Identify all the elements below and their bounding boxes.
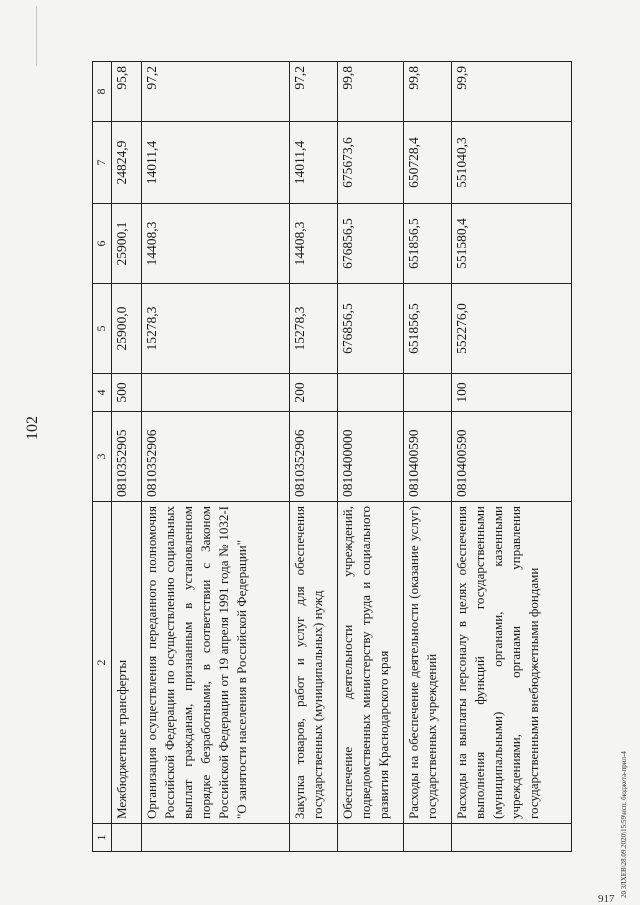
approved-amount: 676856,5 <box>338 284 404 374</box>
budget-table-rotated <box>92 62 612 852</box>
revised-amount: 676856,5 <box>338 204 404 284</box>
executed-amount: 14011,4 <box>142 122 290 204</box>
table-row <box>112 62 142 852</box>
revised-amount: 25900,1 <box>112 204 142 284</box>
column-number: 1 <box>93 824 112 852</box>
executed-amount: 14011,4 <box>290 122 338 204</box>
revised-amount: 651856,5 <box>404 204 452 284</box>
target-article-code: 0810352905 <box>112 412 142 502</box>
column-number: 6 <box>93 204 112 284</box>
execution-percent: 97,2 <box>290 62 338 122</box>
approved-amount: 15278,3 <box>142 284 290 374</box>
column-number: 8 <box>93 62 112 122</box>
column-number-row <box>93 62 112 852</box>
expense-name: Закупка товаров, работ и услуг для обеспечения государственных (муниципальных) нужд <box>290 502 338 824</box>
table-row <box>142 62 290 852</box>
expense-name: Обеспечение деятельности учреждений, подведомственных министерству труда и социального развития Краснодарского края <box>338 502 404 824</box>
table-row <box>404 62 452 852</box>
target-article-code: 0810352906 <box>290 412 338 502</box>
revised-amount: 551580,4 <box>452 204 572 284</box>
target-article-code: 0810400590 <box>452 412 572 502</box>
column-number: 7 <box>93 122 112 204</box>
empty-cell <box>112 824 142 852</box>
execution-percent: 99,8 <box>338 62 404 122</box>
corner-page-number: 917 <box>598 893 615 905</box>
executed-amount: 24824,9 <box>112 122 142 204</box>
expense-type-code <box>404 374 452 412</box>
executed-amount: 650728,4 <box>404 122 452 204</box>
column-number: 2 <box>93 502 112 824</box>
table-row <box>452 62 572 852</box>
expense-type-code: 500 <box>112 374 142 412</box>
budget-table <box>92 61 572 852</box>
expense-name: Расходы на обеспечение деятельности (оказание услуг) государственных учреждений <box>404 502 452 824</box>
revised-amount: 14408,3 <box>290 204 338 284</box>
approved-amount: 15278,3 <box>290 284 338 374</box>
expense-name: Организация осуществления переданного полномочия Российской Федерации по осуществлению социальных выплат гражданам, признанным в установленном порядке безработными, в соответствии с Законом Российской Федерации от 19 апреля 1991 года № 1032-I "О занятости населения в Российской Федерации" <box>142 502 290 824</box>
execution-percent: 99,9 <box>452 62 572 122</box>
target-article-code: 0810400000 <box>338 412 404 502</box>
footer-stamp: 20 ЗЛХЕВ\28.09.2020\15:59\исп. бюджета-прил-4 <box>620 751 628 898</box>
expense-name: Расходы на выплаты персоналу в целях обеспечения выполнения функций государственными (муниципальными) органами, казенными учреждениями, органами управления государственными внебюджетными фондами <box>452 502 572 824</box>
approved-amount: 25900,0 <box>112 284 142 374</box>
expense-type-code: 200 <box>290 374 338 412</box>
expense-type-code: 100 <box>452 374 572 412</box>
expense-type-code <box>142 374 290 412</box>
revised-amount: 14408,3 <box>142 204 290 284</box>
empty-cell <box>338 824 404 852</box>
expense-type-code <box>338 374 404 412</box>
empty-cell <box>452 824 572 852</box>
scan-edge-mark <box>36 6 37 66</box>
empty-cell <box>290 824 338 852</box>
empty-cell <box>404 824 452 852</box>
table-row <box>338 62 404 852</box>
execution-percent: 99,8 <box>404 62 452 122</box>
execution-percent: 97,2 <box>142 62 290 122</box>
empty-cell <box>142 824 290 852</box>
column-number: 3 <box>93 412 112 502</box>
page-number: 102 <box>24 416 41 440</box>
executed-amount: 551040,3 <box>452 122 572 204</box>
table-row <box>290 62 338 852</box>
column-number: 5 <box>93 284 112 374</box>
execution-percent: 95,8 <box>112 62 142 122</box>
approved-amount: 552276,0 <box>452 284 572 374</box>
target-article-code: 0810400590 <box>404 412 452 502</box>
expense-name: Межбюджетные трансферты <box>112 502 142 824</box>
executed-amount: 675673,6 <box>338 122 404 204</box>
target-article-code: 0810352906 <box>142 412 290 502</box>
approved-amount: 651856,5 <box>404 284 452 374</box>
column-number: 4 <box>93 374 112 412</box>
